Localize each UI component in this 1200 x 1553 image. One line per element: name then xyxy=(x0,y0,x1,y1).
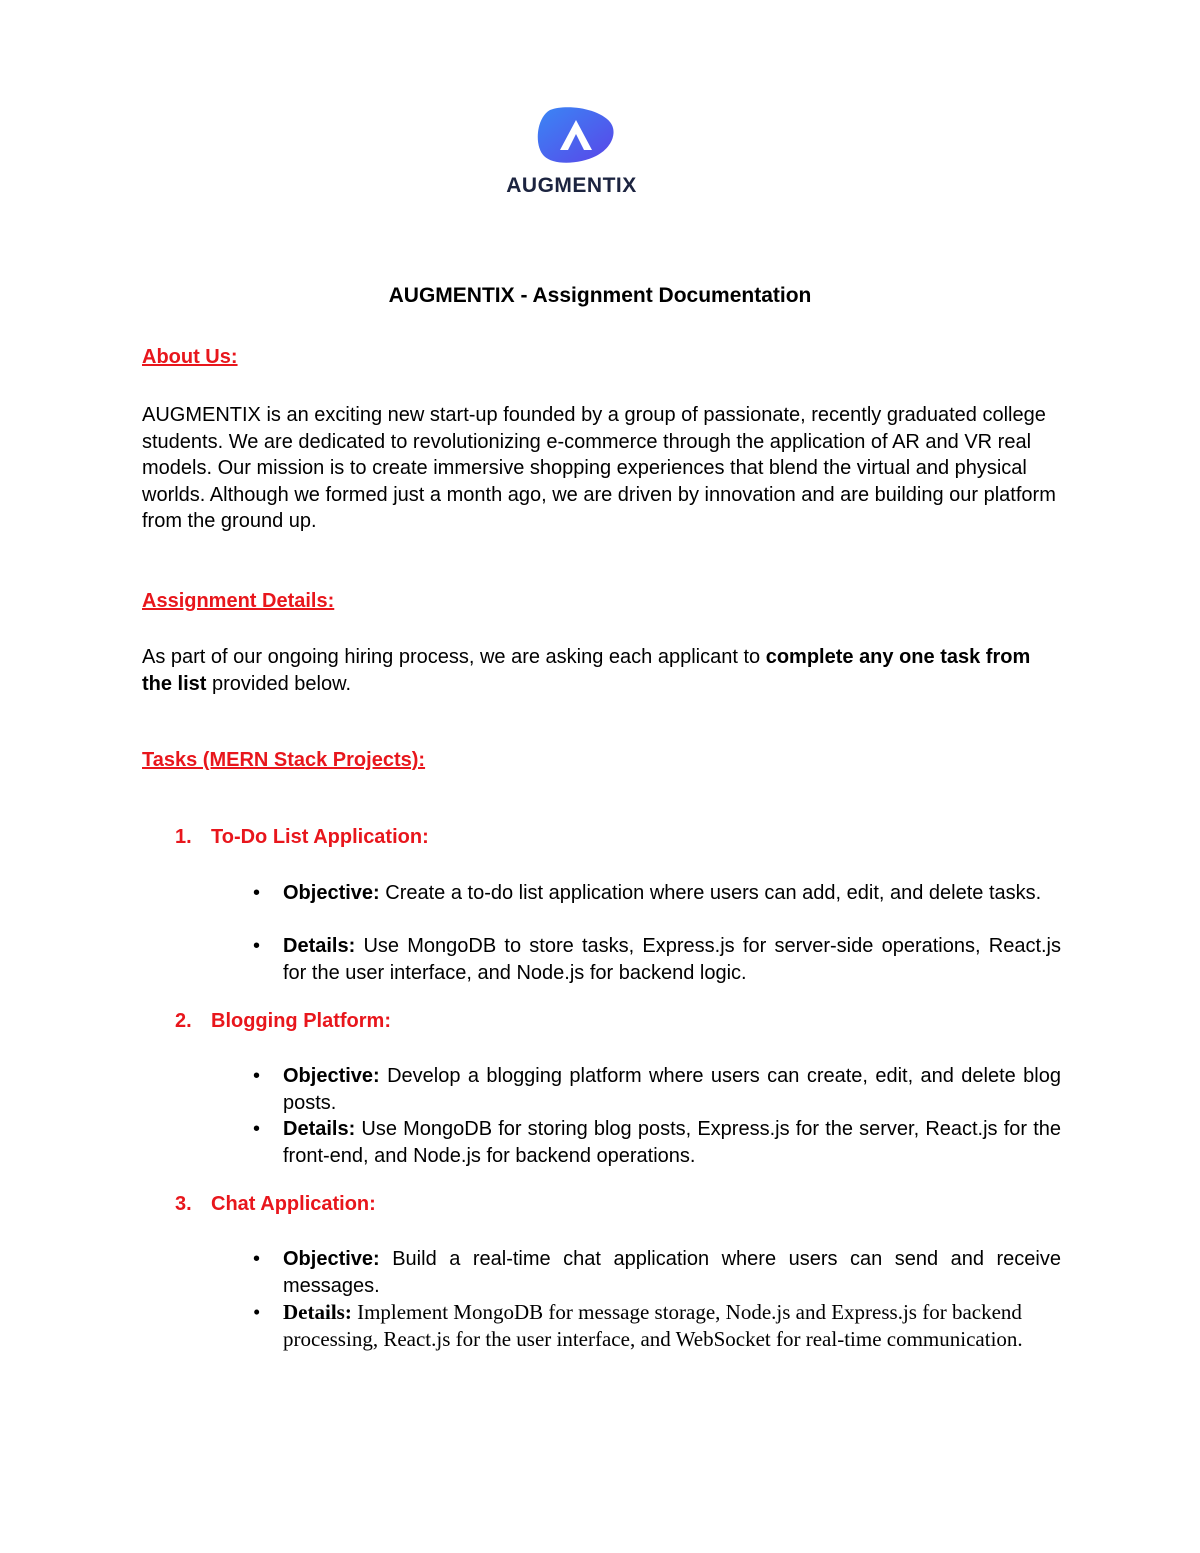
about-heading: About Us: xyxy=(142,346,238,368)
about-paragraph: AUGMENTIX is an exciting new start-up founded by a group of passionate, recently graduated college students. We are dedicated to revolutionizing e-commerce through the application of AR and VR real models. Our mission is to create immersive shopping experiences that blend the virtual and physical worlds. Although we formed just a month ago, we are driven by innovation and are building our platform from the ground up. xyxy=(142,404,1056,532)
assignment-paragraph: As part of our ongoing hiring process, we are asking each applicant to complete any one task from the list provided below. xyxy=(142,646,1031,695)
augmentix-logo-icon xyxy=(536,106,616,166)
bullet-icon: • xyxy=(253,1248,261,1270)
bullet-icon: • xyxy=(253,935,261,957)
task-3-heading: 3. Chat Application: xyxy=(175,1193,376,1215)
task-1-heading: 1. To-Do List Application: xyxy=(175,826,429,848)
company-logo xyxy=(484,106,659,198)
bullet-icon: • xyxy=(253,1065,261,1087)
tasks-heading: Tasks (MERN Stack Projects): xyxy=(142,749,426,771)
bullet-icon: • xyxy=(253,1118,261,1140)
document-page: AUGMENTIX AUGMENTIX - Assignment Documentation About Us: AUGMENTIX is an exciting new start-up founded by a group of passionate, recently graduated college students. We are dedicated to revolutionizing e-commerce through the application of AR and VR real models. Our mission is to create immersive shopping experiences that blend the virtual and physical worlds. Although we formed just a month ago, we are driven by innovation and are building our platform from the ground up. Assignment Details: As part of our ongoing hiring process, we are asking each applicant to complete any one task from the list provided below. Tasks (MERN Stack Projects): 1. To-Do List Application: • Objective: Create a to-do list application where users can add, edit, and delete tasks. • Details: Use MongoDB to store tasks, Express.js for server-side operations, React.js for the user interface, and Node.js for backend logic. 2. Blogging Platform: • Objective: Develop a blogging platform where users can create, edit, and delete blog posts. • Details: Use MongoDB for storing blog posts, Express.js for the server, React.js for the front-end, and Node.js for backend operations. 3. Chat Application: • Objective: Build a real-time chat application where users can send and receive messages. • Details: Implement MongoDB for message storage, Node.js and Express.js for backend processing, React.js for the user interface, and WebSocket for real-time communication. xyxy=(0,0,1200,1553)
page-title: AUGMENTIX - Assignment Documentation xyxy=(388,284,812,307)
bullet-icon: • xyxy=(253,882,261,904)
assignment-heading: Assignment Details: xyxy=(142,590,335,612)
bullet-icon: • xyxy=(253,1300,261,1324)
task-2-heading: 2. Blogging Platform: xyxy=(175,1010,391,1032)
logo-wordmark: AUGMENTIX xyxy=(506,174,637,197)
